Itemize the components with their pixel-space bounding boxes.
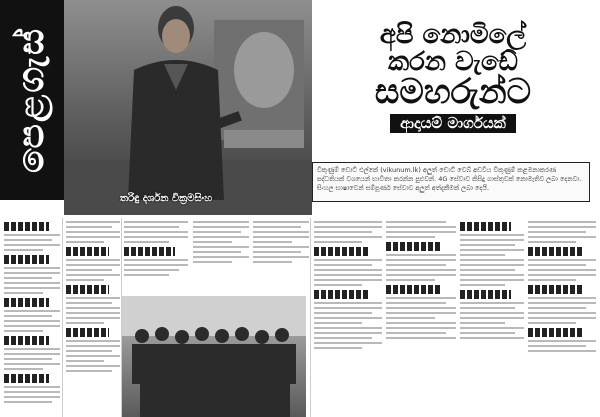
text-column-1 — [4, 218, 60, 417]
text-column-5 — [253, 218, 309, 292]
team-illustration — [122, 296, 306, 417]
headline-line-3: සමහරුන්ට — [374, 72, 532, 113]
team-photo — [122, 296, 306, 417]
text-column-3 — [124, 218, 188, 292]
portrait-illustration — [64, 0, 312, 215]
headline — [318, 22, 588, 133]
text-column-2 — [66, 218, 120, 417]
photo-caption: තරිඳු දර්ශන වික්‍රමසිංහ — [120, 193, 213, 204]
headline-line-2: කරන වැඩේ — [388, 46, 518, 77]
text-column-8 — [460, 218, 524, 417]
text-column-4 — [193, 218, 249, 292]
headline-line-1: අපි නොමිලේ — [379, 20, 527, 50]
portrait-photo — [64, 0, 312, 215]
section-title: පෙළගැස් — [11, 26, 52, 174]
section-masthead — [0, 0, 64, 200]
text-column-9 — [528, 218, 596, 417]
text-column-7 — [386, 218, 456, 417]
headline-line-4: ආදායම් මාර්ගයක් — [390, 114, 516, 133]
text-column-6 — [314, 218, 382, 417]
intro-paragraph: විකුණුම් ඩොට් එල්කේ (vikunum.lk) අලුත් ඩොට් වෙබ් අඩවිය විකුණුම් කළමනාකරණ පද්ධතියක් වශයෙන් භාවිතා කරන්න පුළුවන්. 4G සේවාව කිසිදු ගාස්තුවක් නොමැතිව ලබා දෙනවා. සිංහල භාෂාවෙන් සම්පූර්ණ සේවාව අලුත් අත්දැකීමක් ලබා දෙයි. — [312, 162, 590, 202]
